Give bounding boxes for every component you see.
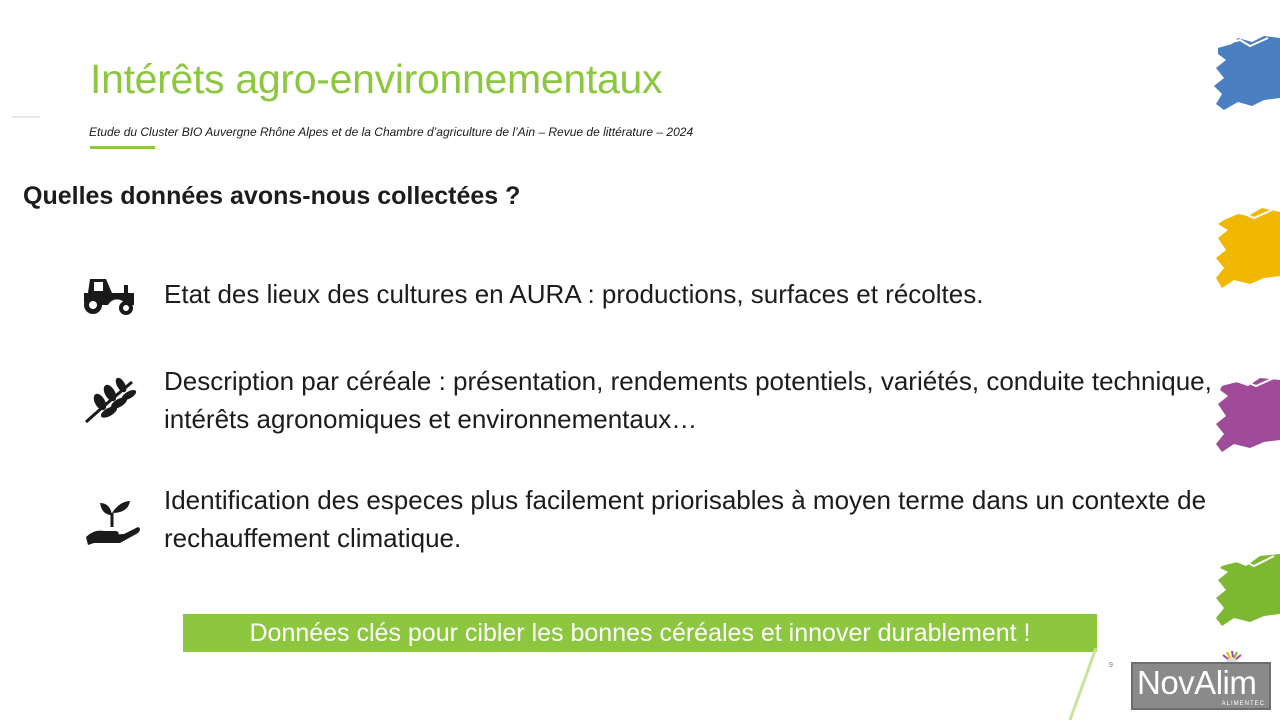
- item-text: Description par céréale : présentation, rendements potentiels, variétés, conduite technique, intérêts agronomiques et environnementaux…: [164, 366, 1212, 434]
- purple-brush-stroke: [1214, 374, 1280, 454]
- logo-tagline: ALIMENTEC: [1221, 701, 1265, 707]
- slide-subtitle: Etude du Cluster BIO Auvergne Rhône Alpes et de la Chambre d’agriculture de l’Ain – Revue de littérature – 2024: [89, 125, 694, 139]
- tractor-icon: [80, 271, 146, 327]
- key-message-banner: Données clés pour cibler les bonnes céréales et innover durablement !: [183, 614, 1097, 652]
- page-number: 9: [1109, 662, 1113, 669]
- logo-wordmark: NovAlim: [1137, 664, 1257, 701]
- novalim-logo: [1131, 662, 1271, 710]
- hand-sprout-icon: [80, 497, 146, 553]
- footer-decorative-line: [1060, 648, 1100, 720]
- green-brush-stroke: [1214, 552, 1280, 628]
- yellow-brush-stroke: [1214, 206, 1280, 290]
- blue-brush-stroke: [1212, 36, 1280, 112]
- question-heading: Quelles données avons-nous collectées ?: [23, 182, 521, 210]
- item-text: Etat des lieux des cultures en AURA : productions, surfaces et récoltes.: [164, 279, 984, 309]
- item-text: Identification des especes plus facilement priorisables à moyen terme dans un contexte de rechauffement climatique.: [164, 485, 1207, 553]
- wheat-icon: [80, 376, 146, 432]
- decorative-mark: [12, 116, 40, 118]
- title-underline: [90, 146, 155, 149]
- slide-title: Intérêts agro-environnementaux: [90, 56, 663, 102]
